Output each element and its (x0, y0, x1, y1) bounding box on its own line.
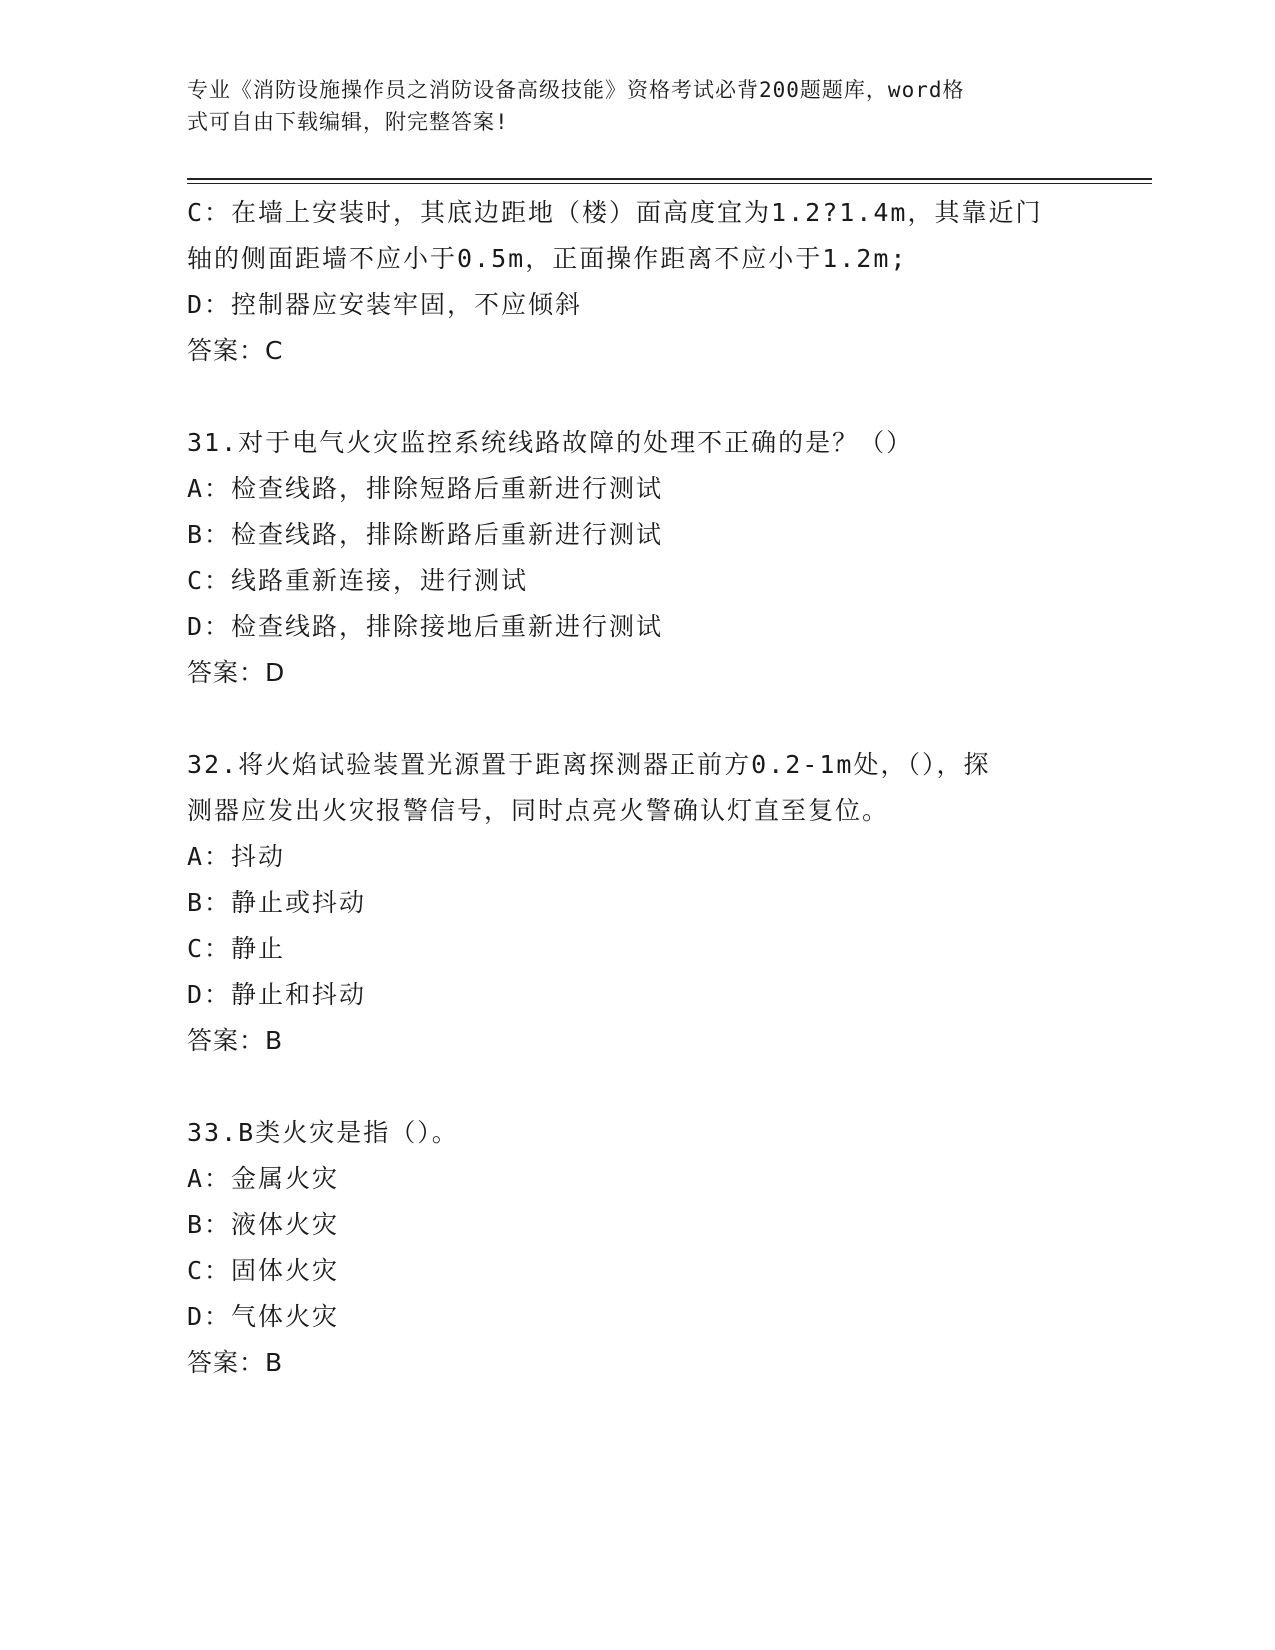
question-stem: 31.对于电气火灾监控系统线路故障的处理不正确的是？（） (187, 428, 914, 457)
option-d: D：静止和抖动 (187, 980, 367, 1009)
header-divider-thick (187, 178, 1152, 180)
option-a: A：金属火灾 (187, 1164, 340, 1193)
continued-question (187, 190, 1087, 374)
option-c: C：固体火灾 (187, 1256, 340, 1285)
spacer (187, 1064, 1087, 1110)
option-c-line-2: 轴的侧面距墙不应小于0.5m，正面操作距离不应小于1.2m; (187, 244, 908, 273)
question-stem: 33.B类火灾是指（）。 (187, 1118, 459, 1147)
option-b: B：检查线路，排除断路后重新进行测试 (187, 520, 664, 549)
option-a: A：抖动 (187, 842, 286, 871)
question-33 (187, 1110, 1087, 1386)
question-stem-line-1: 32.将火焰试验装置光源置于距离探测器正前方0.2-1m处，（），探 (187, 750, 991, 779)
option-c: C：线路重新连接，进行测试 (187, 566, 529, 595)
spacer (187, 374, 1087, 420)
option-d: D：检查线路，排除接地后重新进行测试 (187, 612, 664, 641)
document-header (187, 74, 1087, 138)
answer: 答案：B (187, 1348, 284, 1377)
question-31 (187, 420, 1087, 696)
header-divider-thin (187, 183, 1152, 184)
question-stem-line-2: 测器应发出火灾报警信号，同时点亮火警确认灯直至复位。 (187, 796, 890, 825)
header-line-1: 专业《消防设施操作员之消防设备高级技能》资格考试必背200题题库，word格 (187, 78, 965, 102)
answer: 答案：C (187, 336, 284, 365)
option-c-line-1: C：在墙上安装时，其底边距地（楼）面高度宜为1.2?1.4m，其靠近门 (187, 198, 1043, 227)
header-line-2: 式可自由下载编辑，附完整答案! (187, 110, 509, 134)
option-d: D：控制器应安装牢固，不应倾斜 (187, 290, 583, 319)
question-32 (187, 742, 1087, 1064)
option-c: C：静止 (187, 934, 286, 963)
option-b: B：静止或抖动 (187, 888, 367, 917)
option-a: A：检查线路，排除短路后重新进行测试 (187, 474, 664, 503)
spacer (187, 696, 1087, 742)
answer: 答案：D (187, 658, 286, 687)
answer: 答案：B (187, 1026, 284, 1055)
question-list (187, 190, 1087, 1386)
option-d: D：气体火灾 (187, 1302, 340, 1331)
option-b: B：液体火灾 (187, 1210, 340, 1239)
